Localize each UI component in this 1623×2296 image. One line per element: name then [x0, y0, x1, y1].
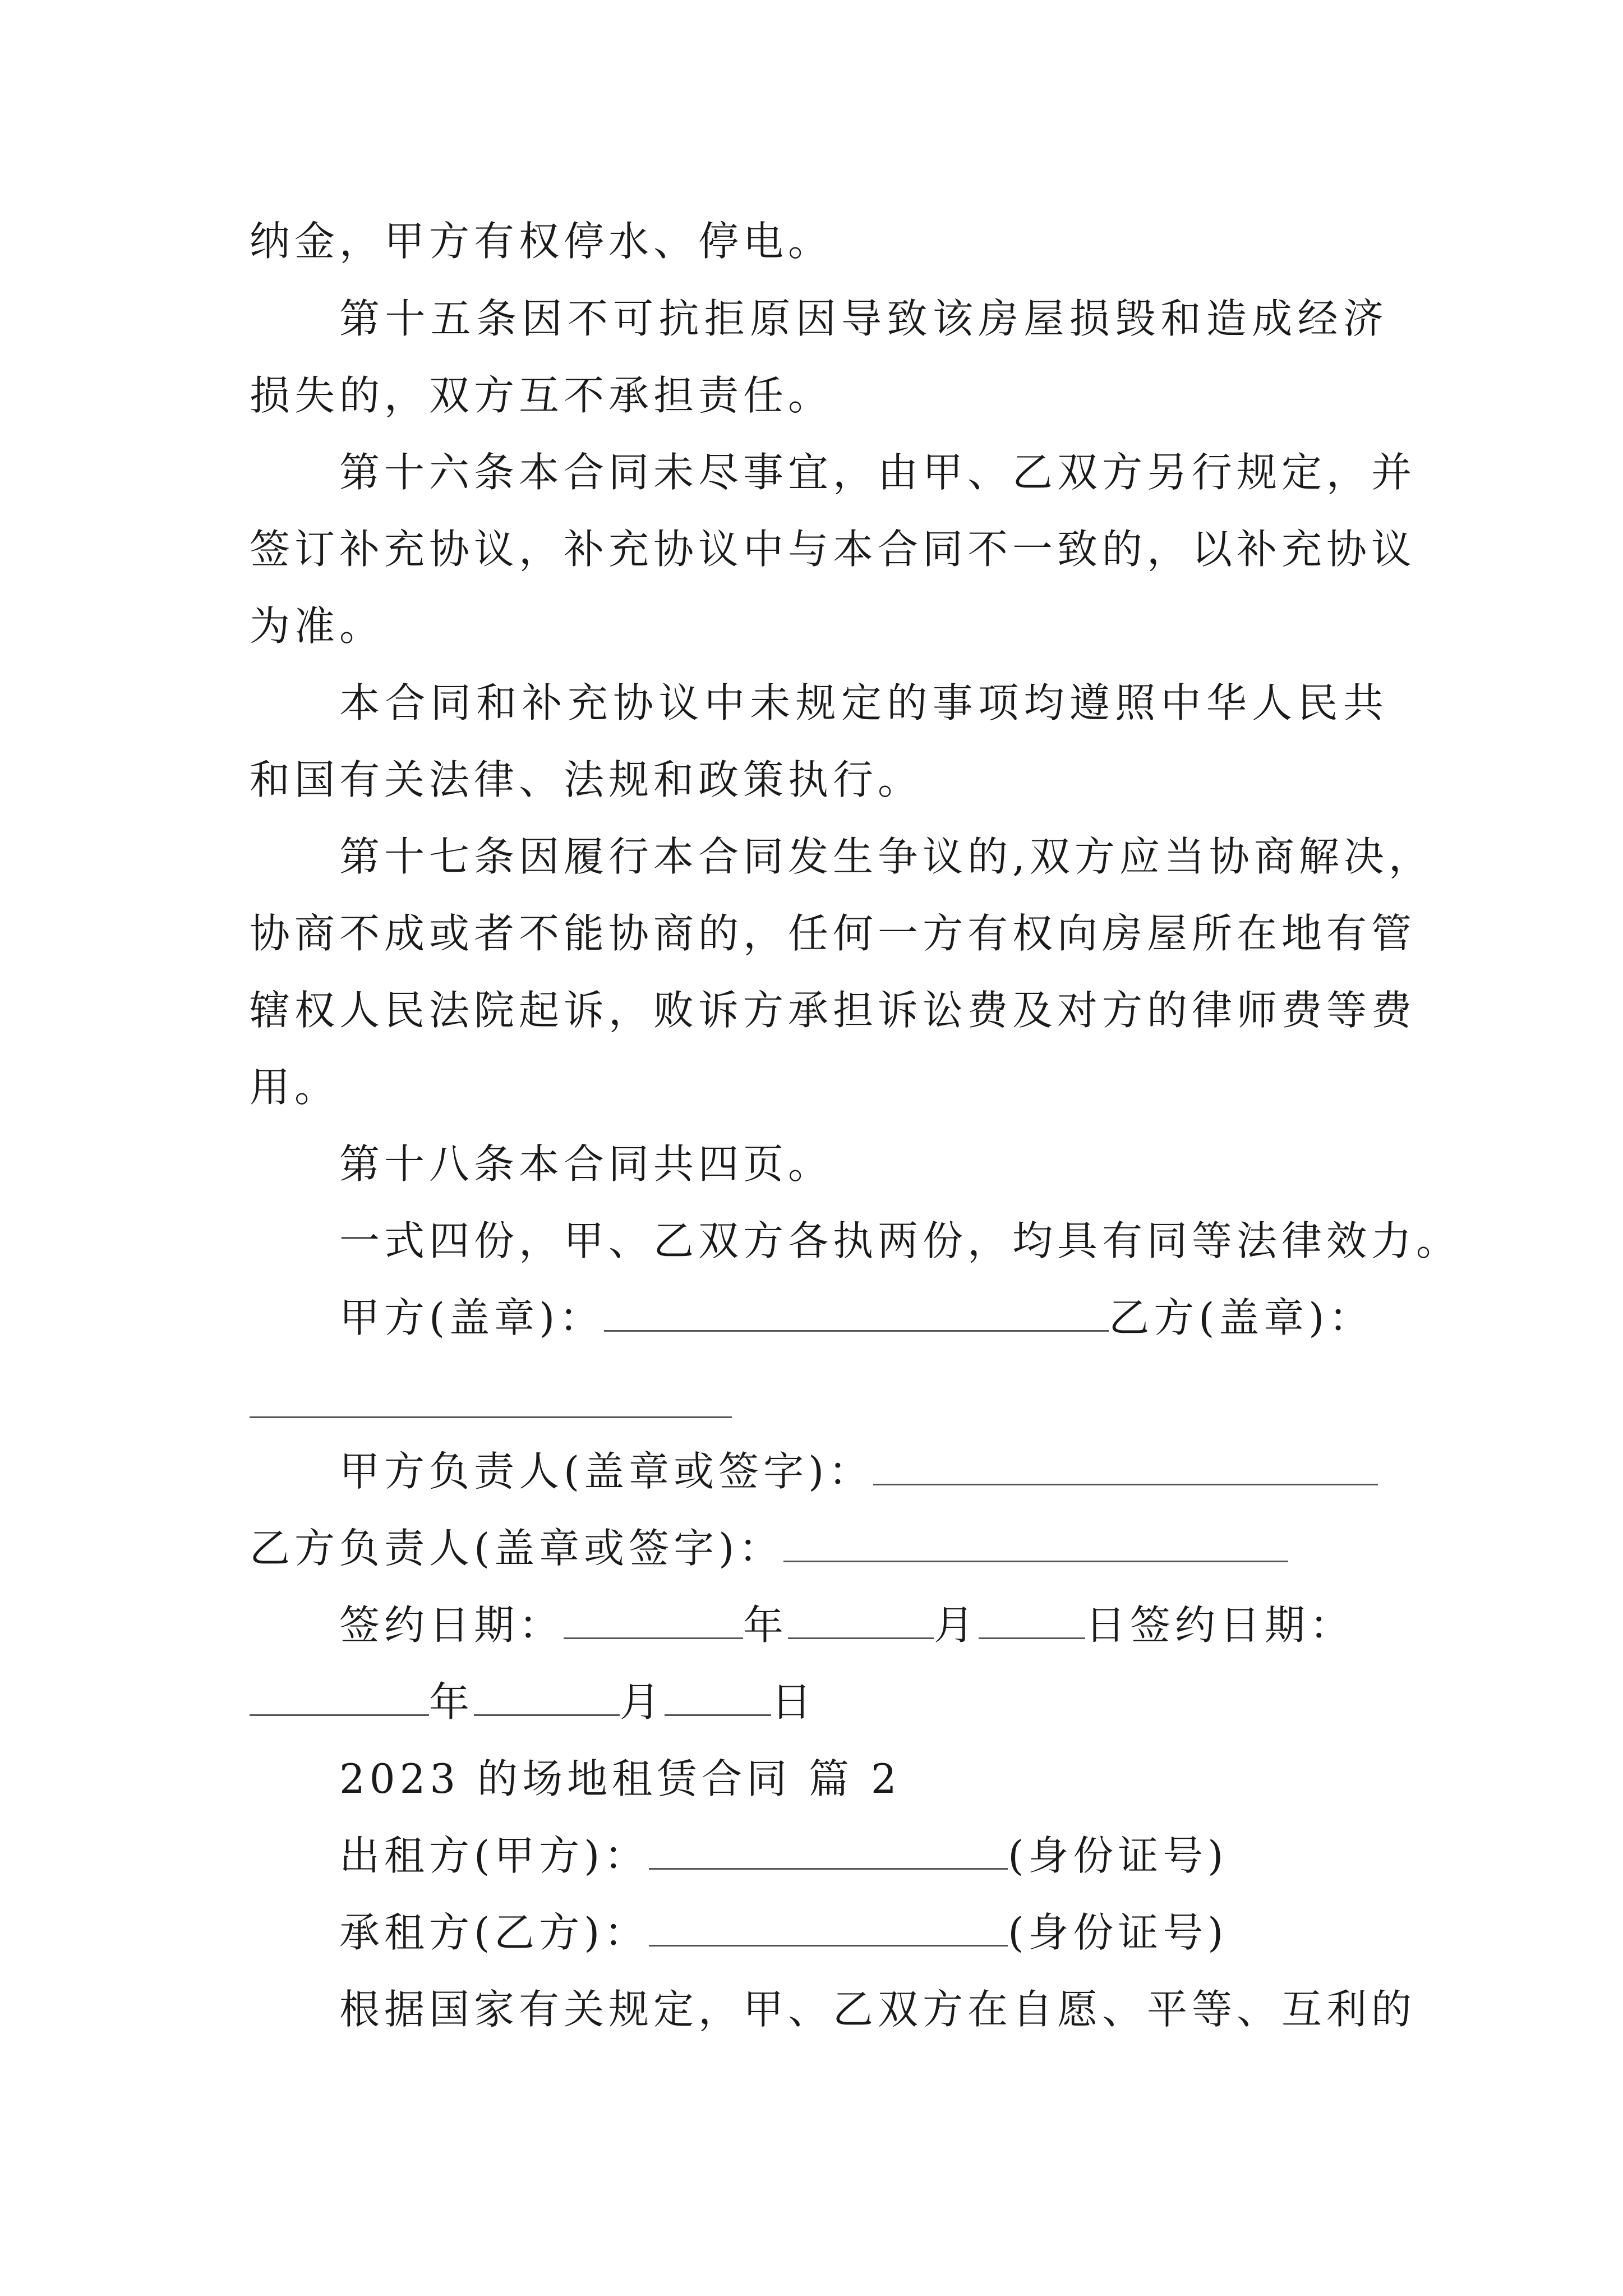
paragraph-line: 损失的，双方互不承担责任。 [250, 372, 833, 419]
year-label: 年 [429, 1678, 474, 1726]
party-a-seal-line [339, 1290, 1373, 1346]
sign-date-line [339, 1597, 1354, 1653]
paragraph-line: 第十七条因履行本合同发生争议的,双方应当协商解决， [339, 833, 1433, 880]
lessee-blank[interactable] [649, 1906, 1008, 1947]
party-a-seal-blank[interactable] [604, 1291, 1109, 1332]
party-b-rep-blank[interactable] [783, 1521, 1288, 1562]
lessor-line [339, 1828, 1228, 1884]
party-b-rep-label: 乙方负责人(盖章或签字)： [250, 1525, 784, 1572]
paragraph-line: 签订补充协议，补充协议中与本合同不一致的，以补充协议 [250, 526, 1417, 573]
lessor-id-label: (身份证号) [1008, 1832, 1228, 1879]
paragraph-line: 第十六条本合同未尽事宜，由甲、乙双方另行规定，并 [339, 449, 1417, 496]
paragraph-line: 辖权人民法院起诉，败诉方承担诉讼费及对方的律师费等费 [250, 987, 1417, 1034]
party-a-seal-label: 甲方(盖章)： [339, 1294, 605, 1341]
paragraph-line: 本合同和补充协议中未规定的事项均遵照中华人民共 [339, 679, 1388, 726]
year-blank[interactable] [250, 1675, 429, 1716]
party-a-rep-blank[interactable] [873, 1444, 1378, 1485]
year-label: 年 [743, 1602, 789, 1649]
sign-date-line-2 [250, 1674, 816, 1730]
day-sign-date-label: 日签约日期： [1085, 1602, 1355, 1649]
sign-date-label: 签约日期： [339, 1602, 564, 1649]
paragraph-line: 为准。 [250, 602, 385, 650]
paragraph-line: 用。 [250, 1064, 340, 1111]
day-blank[interactable] [979, 1598, 1085, 1639]
paragraph-line: 协商不成或者不能协商的，任何一方有权向房屋所在地有管 [250, 910, 1417, 957]
party-a-rep-line [339, 1443, 1378, 1499]
paragraph-line: 第十五条因不可抗拒原因导致该房屋损毁和造成经济 [339, 295, 1388, 342]
day-blank[interactable] [665, 1675, 771, 1716]
year-blank[interactable] [564, 1598, 743, 1639]
paragraph-line: 根据国家有关规定，甲、乙双方在自愿、平等、互利的 [339, 1986, 1417, 2033]
month-blank[interactable] [788, 1598, 934, 1639]
paragraph-line: 和国有关法律、法规和政策执行。 [250, 756, 923, 803]
lessee-id-label: (身份证号) [1008, 1909, 1228, 1956]
lessor-label: 出租方(甲方)： [339, 1832, 649, 1879]
paragraph-line: 第十八条本合同共四页。 [339, 1140, 833, 1188]
lessor-blank[interactable] [649, 1829, 1008, 1870]
lessee-label: 承租方(乙方)： [339, 1909, 649, 1956]
party-b-seal-label: 乙方(盖章)： [1109, 1294, 1374, 1341]
paragraph-line: 纳金，甲方有权停水、停电。 [250, 218, 833, 265]
paragraph-line: 一式四份，甲、乙双方各执两份，均具有同等法律效力。 [339, 1217, 1461, 1264]
party-b-rep-line [250, 1520, 1288, 1576]
month-blank[interactable] [474, 1675, 620, 1716]
party-a-rep-label: 甲方负责人(盖章或签字)： [339, 1448, 874, 1495]
month-label: 月 [934, 1602, 979, 1649]
party-b-seal-blank[interactable] [250, 1416, 732, 1418]
section-title: 2023 的场地租赁合同 篇 2 [339, 1755, 901, 1802]
month-label: 月 [620, 1678, 665, 1726]
day-label: 日 [771, 1678, 817, 1726]
lessee-line [339, 1904, 1228, 1961]
